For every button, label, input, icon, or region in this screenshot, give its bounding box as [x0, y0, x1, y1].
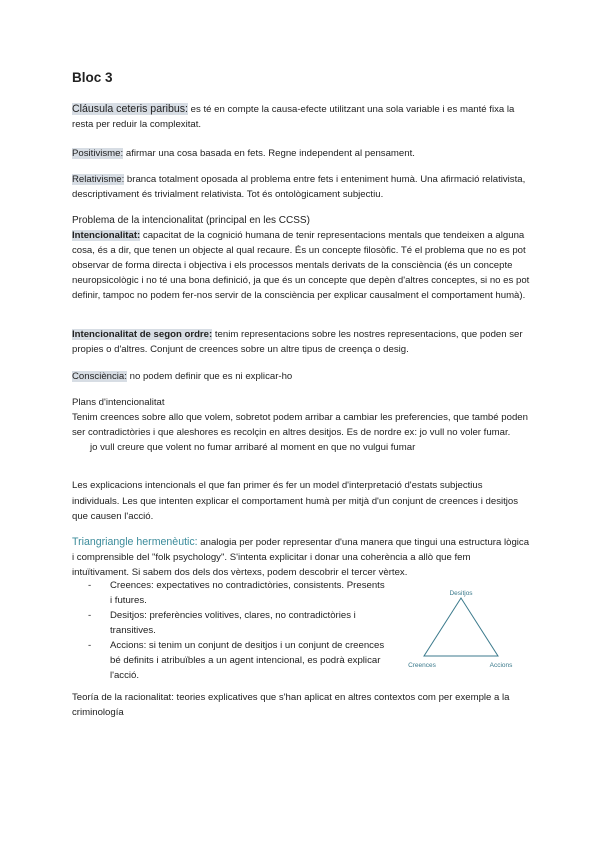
page-title: Bloc 3 [72, 70, 113, 85]
list-item [88, 578, 388, 608]
intencionalitat-heading: Problema de la intencionalitat (principal en les CCSS) [72, 215, 310, 226]
list-marker: - [88, 580, 92, 591]
list-marker: - [88, 640, 92, 651]
triangle-text: analogia per poder representar d'una manera que tingui una estructura lògica i comprensible del "folk psychology". S'intenta explicitar i donar una coherència a allò que fem intuïtivament. Si sabem dos dels dos vèrtexs, podem descobrir el tercer vèrtex. [72, 537, 530, 578]
relativisme-paragraph [72, 172, 530, 202]
relativisme-text: branca totalment oposada al problema entre fets i enteniment humà. Una afirmació relativista, descriptivament és trivialment relativista. Tot és ontològicament subjectiu. [72, 174, 526, 200]
explicacions-paragraph: Les explicacions intencionals el que fan primer és fer un model d'interpretació d'estats subjectius individuals. Les que intenten explicar el comportament humà per mitjà d'un conjunt de creences i desitjos que causen l'acció. [72, 480, 519, 522]
list-marker: - [88, 610, 92, 621]
plans-section [72, 395, 530, 455]
triangle-term: Triangriangle hermenèutic: [72, 536, 198, 548]
racionalitat-paragraph: Teoría de la racionalitat: teories explicatives que s'han aplicat en altres contextos com per exemple a la criminología [72, 692, 510, 718]
intencionalitat-term: Intencionalitat: [72, 230, 141, 241]
triangle-shape [424, 598, 498, 656]
list-item [88, 608, 388, 638]
vertex-label-accions: Accions [489, 662, 513, 669]
positivisme-paragraph [72, 146, 530, 161]
segon-ordre-paragraph [72, 327, 530, 357]
ceteris-paribus-term: Cláusula ceteris paribus: [72, 103, 188, 115]
accions-item-text: Accions: si tenim un conjunt de desitjos i un conjunt de creences bé definits i atribuïbles a un agent intencional, es podrà explicar l'acció. [110, 640, 385, 681]
vertex-label-creences: Creences [408, 662, 436, 669]
intencionalitat-paragraph [72, 228, 530, 303]
segon-ordre-term: Intencionalitat de segon ordre: [72, 329, 213, 340]
list-item [88, 638, 388, 683]
creences-item-text: Creences: expectatives no contradictòries, consistents. Presents i futures. [110, 580, 385, 606]
segon-ordre-text: tenim representacions sobre les nostres representacions, que poden ser propies o d'altres. Conjunt de creences sobre un altre tipus de creença o desig. [72, 329, 523, 355]
vertex-label-desitjos: Desitjos [449, 590, 473, 597]
ceteris-paribus-text: es té en compte la causa-efecte utilitzant una sola variable i es manté fixa la resta per reduir la complexitat. [72, 104, 515, 130]
consciencia-paragraph [72, 369, 530, 384]
hermeneutic-triangle-diagram [398, 586, 528, 672]
positivisme-text: afirmar una cosa basada en fets. Regne independent al pensament. [123, 148, 415, 159]
relativisme-term: Relativisme: [72, 174, 125, 185]
plans-text: Tenim creences sobre allo que volem, sobretot podem arribar a cambiar les preferencies, que també poden ser contradictòries i que aleshores es recolçin en altres desitjos. Es de nordre ex: jo vull no voler fumar. [72, 412, 528, 438]
positivisme-term: Positivisme: [72, 148, 124, 159]
plans-example: jo vull creure que volent no fumar arribaré al moment en que no vulgui fumar [90, 442, 416, 453]
plans-heading: Plans d'intencionalitat [72, 397, 165, 408]
intencionalitat-text: capacitat de la cognició humana de tenir representacions mentals que tendeixen a alguna cosa, és a dir, que tenen un objecte al qual recaure. És un concepte filosòfic. Té el problema que no es pot observar de forma directa i objectiva i els processos mentals derivats de la consciència (és un concepte neuropsicològic i no té una bona definició, ja que és un concepte que depèn d'altres conceptes, si no es pot definir, tampoc no podem fer-nos servir de la consciència per explicar causalment el comportament humà). [72, 230, 530, 301]
consciencia-term: Consciència: [72, 371, 127, 382]
vertex-list [88, 578, 388, 683]
triangle-paragraph [72, 535, 530, 580]
desitjos-item-text: Desitjos: preferències volitives, clares, no contradictòries i transitives. [110, 610, 356, 636]
ceteris-paribus-paragraph [72, 102, 530, 132]
intencionalitat-section [72, 213, 530, 303]
consciencia-text: no podem definir que es ni explicar-ho [126, 371, 293, 382]
